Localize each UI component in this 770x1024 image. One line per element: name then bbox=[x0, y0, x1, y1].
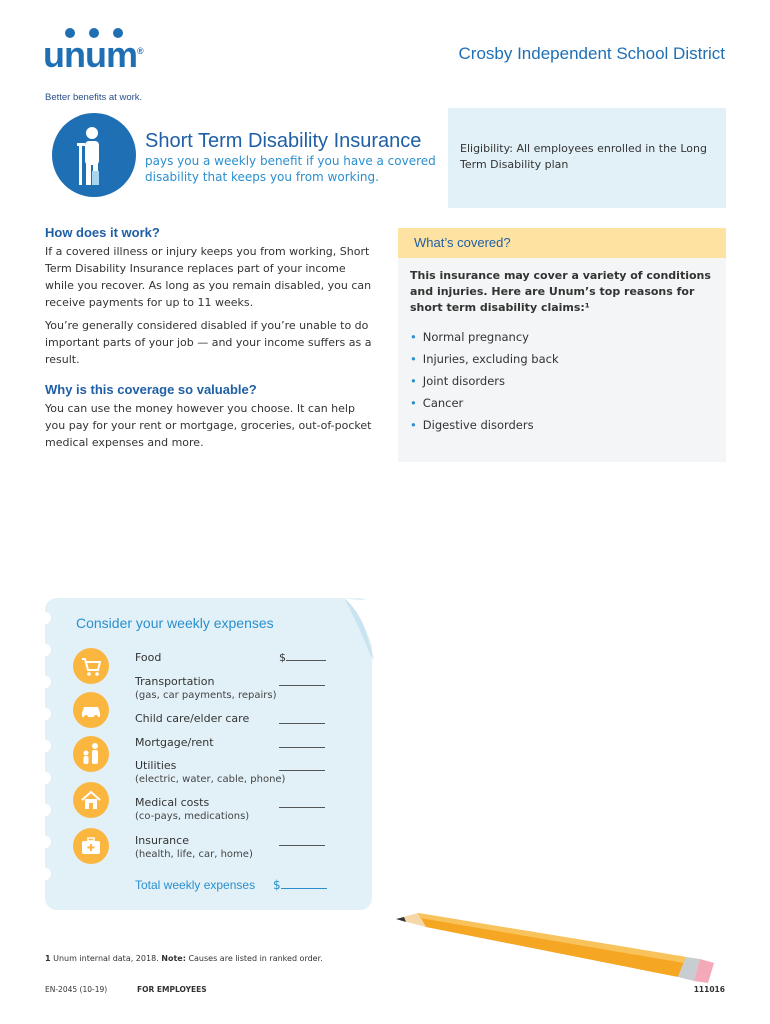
expense-sublabel: (electric, water, cable, phone) bbox=[135, 774, 286, 785]
covered-heading: What’s covered? bbox=[398, 228, 726, 258]
binder-hole bbox=[39, 612, 51, 624]
expense-line-insurance[interactable] bbox=[279, 836, 327, 849]
covered-item: Joint disorders bbox=[422, 374, 506, 388]
logo-tagline: Better benefits at work. bbox=[45, 92, 143, 103]
medical-kit-icon bbox=[73, 828, 109, 864]
expense-line-medical[interactable] bbox=[279, 798, 327, 811]
expense-line-child-care[interactable] bbox=[279, 714, 327, 727]
binder-hole bbox=[39, 868, 51, 880]
expense-line-utilities[interactable] bbox=[279, 761, 327, 774]
list-item bbox=[410, 370, 714, 392]
unum-logo bbox=[43, 28, 173, 103]
binder-hole bbox=[39, 740, 51, 752]
weekly-expenses-card bbox=[45, 598, 372, 910]
expense-line-transportation[interactable] bbox=[279, 676, 327, 689]
expense-line-mortgage[interactable] bbox=[279, 738, 327, 751]
list-item bbox=[410, 392, 714, 414]
page-title: Short Term Disability Insurance bbox=[145, 130, 422, 152]
expense-sublabel: (gas, car payments, repairs) bbox=[135, 690, 277, 701]
covered-intro: This insurance may cover a variety of conditions and injuries. Here are Unum’s top reasons for short term disability claims:¹ bbox=[410, 269, 711, 314]
footnote-number: 1 bbox=[45, 954, 51, 963]
expense-label: Food bbox=[135, 651, 162, 664]
binder-hole bbox=[39, 708, 51, 720]
document-id: 111016 bbox=[693, 985, 725, 994]
list-item bbox=[410, 326, 714, 348]
list-item bbox=[410, 414, 714, 436]
why-heading: Why is this coverage so valuable? bbox=[45, 382, 257, 397]
blank-line bbox=[286, 651, 326, 661]
blank-line bbox=[281, 878, 327, 889]
binder-hole bbox=[39, 772, 51, 784]
blank-line bbox=[279, 798, 325, 808]
currency-symbol: $ bbox=[273, 878, 281, 892]
pencil-icon bbox=[396, 905, 726, 983]
how-heading: How does it work? bbox=[45, 225, 160, 240]
expense-line-food[interactable] bbox=[279, 651, 327, 664]
form-code: EN-2045 (10-19) bbox=[45, 985, 108, 994]
bullet: • bbox=[410, 396, 417, 410]
bullet: • bbox=[410, 374, 417, 388]
expense-label: Insurance bbox=[135, 834, 189, 847]
binder-hole bbox=[39, 676, 51, 688]
binder-hole bbox=[39, 804, 51, 816]
person-with-crutch-icon bbox=[52, 113, 136, 197]
why-paragraph: You can use the money however you choose. It can help you pay for your rent or mortgage, groceries, out-of-pocket medical expenses and more. bbox=[45, 402, 372, 449]
covered-item: Digestive disorders bbox=[422, 418, 534, 432]
covered-list bbox=[398, 316, 726, 436]
how-paragraph-1: If a covered illness or injury keeps you from working, Short Term Disability Insurance replaces part of your income while you recover. As long as you remain disabled, you can receive payments for up to 11 weeks. bbox=[45, 245, 372, 309]
footnote bbox=[45, 954, 323, 963]
eligibility-box bbox=[448, 108, 726, 208]
logo-registered-mark: ® bbox=[136, 46, 143, 56]
logo-text: unum bbox=[43, 34, 137, 75]
expense-label: Medical costs bbox=[135, 796, 210, 809]
blank-line bbox=[279, 738, 325, 748]
list-item bbox=[410, 348, 714, 370]
expenses-title: Consider your weekly expenses bbox=[76, 615, 274, 631]
expense-label: Transportation bbox=[135, 675, 215, 688]
eligibility-text: Eligibility: All employees enrolled in the Long Term Disability plan bbox=[460, 142, 707, 171]
logo-wordmark bbox=[43, 34, 143, 76]
bullet: • bbox=[410, 352, 417, 366]
hero bbox=[0, 108, 448, 208]
total-line[interactable] bbox=[273, 878, 327, 892]
bullet: • bbox=[410, 418, 417, 432]
audience-label: FOR EMPLOYEES bbox=[137, 985, 207, 994]
expense-sublabel: (health, life, car, home) bbox=[135, 849, 253, 860]
whats-covered-box bbox=[398, 228, 726, 462]
car-icon bbox=[73, 692, 109, 728]
footnote-text: Unum internal data, 2018. bbox=[53, 954, 159, 963]
house-icon bbox=[73, 782, 109, 818]
page-subtitle: pays you a weekly benefit if you have a covered disability that keeps you from working. bbox=[145, 154, 436, 184]
binder-hole bbox=[39, 644, 51, 656]
expense-sublabel: (co-pays, medications) bbox=[135, 811, 250, 822]
blank-line bbox=[279, 836, 325, 846]
expense-label: Child care/elder care bbox=[135, 712, 250, 725]
covered-item: Normal pregnancy bbox=[422, 330, 529, 344]
footnote-note: Causes are listed in ranked order. bbox=[188, 954, 323, 963]
family-icon bbox=[73, 736, 109, 772]
how-paragraph-2: You’re generally considered disabled if you’re unable to do important parts of your job — and your income suffers as a result. bbox=[45, 319, 372, 366]
blank-line bbox=[279, 676, 325, 686]
blank-line bbox=[279, 714, 325, 724]
expense-label: Mortgage/rent bbox=[135, 736, 214, 749]
covered-item: Injuries, excluding back bbox=[422, 352, 559, 366]
expense-label: Utilities bbox=[135, 759, 177, 772]
footnote-note-label: Note: bbox=[161, 954, 186, 963]
currency-symbol: $ bbox=[279, 651, 286, 664]
blank-line bbox=[279, 761, 325, 771]
bullet: • bbox=[410, 330, 417, 344]
total-label: Total weekly expenses bbox=[135, 878, 256, 892]
shopping-cart-icon bbox=[73, 648, 109, 684]
info-column bbox=[45, 225, 375, 457]
page-curl-icon bbox=[340, 594, 376, 664]
binder-hole bbox=[39, 836, 51, 848]
covered-item: Cancer bbox=[422, 396, 464, 410]
district-name: Crosby Independent School District bbox=[458, 44, 725, 63]
